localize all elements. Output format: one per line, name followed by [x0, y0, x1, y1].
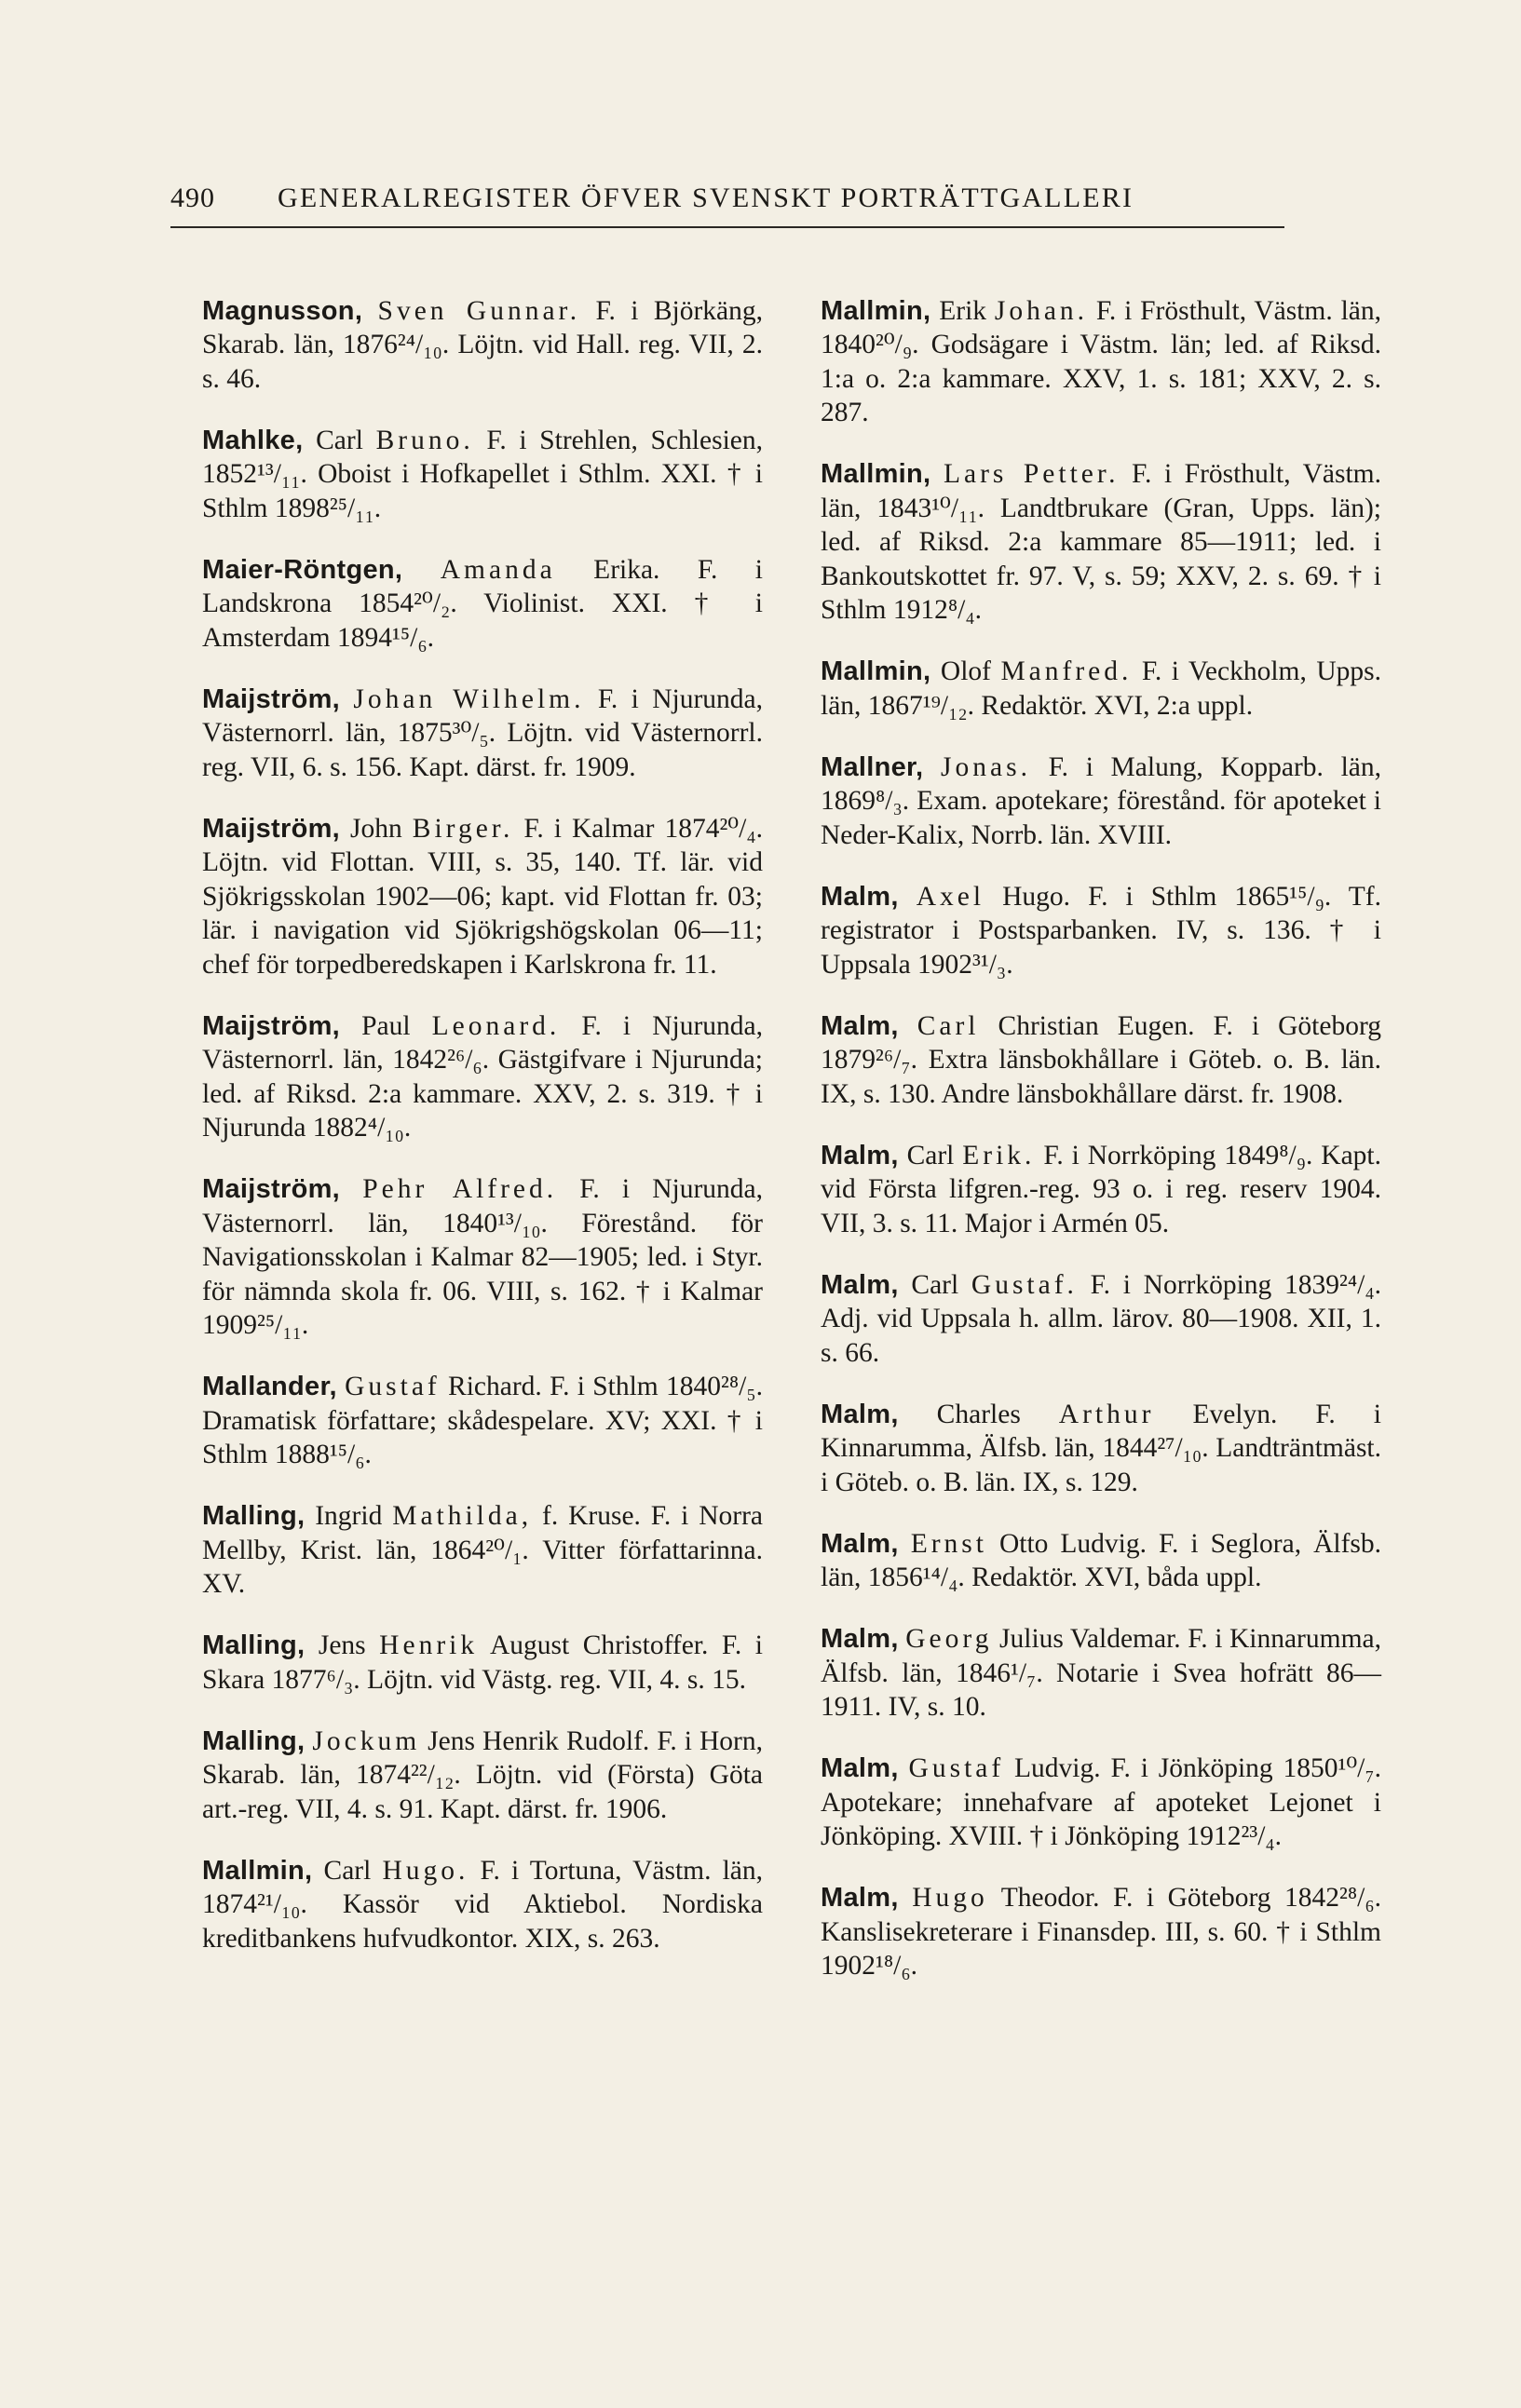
entry-given-name: John [340, 813, 413, 844]
entry-surname: Maijström, [202, 813, 341, 844]
register-entry [202, 1370, 763, 1472]
entry-given-name [340, 684, 353, 714]
register-entry [821, 1398, 1381, 1500]
entry-text: Theodor. F. i Göteborg 1842²⁸/₆. Kanslisekreterare i Finansdep. III, s. 60. † i Sthlm 1902¹⁸/₆. [821, 1883, 1382, 1981]
left-column [202, 266, 763, 1974]
register-entry [202, 1629, 763, 1697]
entry-called-name: Carl [917, 1010, 980, 1041]
entry-text: F. i Frösthult, Västm. län, 1843¹⁰/₁₁. Landtbrukare (Gran, Upps. län); led. af Riksd. 2:a kammare 85—1911; led. i Bankoutskottet fr. 97. V, s. 59; XXV, 2. s. 69. † i Sthlm 1912⁸/₄. [821, 459, 1381, 625]
entry-given-name: Charles [898, 1399, 1059, 1429]
entry-surname: Mallander, [202, 1372, 337, 1401]
entry-surname: Malm, [821, 1269, 899, 1300]
entry-given-name: Olof [930, 656, 1001, 686]
register-entry [202, 1854, 763, 1956]
entry-given-name [402, 555, 440, 585]
register-entry [821, 751, 1381, 853]
entry-text: Evelyn. F. i Kinnarumma, Älfsb. län, 1844²⁷/₁₀. Landträntmäst. i Göteb. o. B. län. IX, s. 129. [821, 1399, 1381, 1497]
entry-called-name: Birger. [412, 813, 514, 844]
entry-text: Christian Eugen. F. i Göteborg 1879²⁶/₇. Extra länsbokhållare i Göteb. o. B. län. IX, s. 130. Andre länsbokhållare därst. fr. 1908. [821, 1010, 1382, 1109]
register-entry [202, 1009, 763, 1145]
entry-called-name: Bruno. [375, 425, 474, 455]
entry-text: f. Kruse. F. i Norra Mellby, Krist. län, 1864²⁰/₁. Vitter författarinna. XV. [202, 1501, 763, 1599]
page-title: GENERALREGISTER ÖFVER SVENSKT PORTRÄTTGALLERI [278, 183, 1134, 213]
entry-surname: Maijström, [202, 1010, 341, 1041]
register-entry [821, 294, 1381, 430]
entry-given-name: Ingrid [305, 1501, 393, 1531]
entry-surname: Malling, [202, 1501, 306, 1531]
entry-called-name: Mathilda, [392, 1501, 533, 1531]
register-entry [202, 1725, 763, 1827]
entry-called-name: Hugo [912, 1883, 988, 1913]
entry-text: Jens Henrik Rudolf. F. i Horn, Skarab. län, 1874²²/₁₂. Löjtn. vid (Första) Göta art.-reg. VII, 4. s. 91. Kapt. därst. fr. 1906. [202, 1725, 763, 1824]
entry-surname: Maier-Röntgen, [202, 554, 403, 585]
page-number: 490 [170, 183, 215, 213]
entry-text: August Christoffer. F. i Skara 1877⁶/₃. Löjtn. vid Västg. reg. VII, 4. s. 15. [202, 1630, 763, 1695]
entry-called-name: Johan. [994, 295, 1089, 326]
entry-surname: Malm, [821, 1399, 899, 1429]
entry-called-name: Leonard. [431, 1010, 561, 1041]
entry-given-name [930, 459, 944, 489]
entry-text: F. i Veckholm, Upps. län, 1867¹⁹/₁₂. Redaktör. XVI, 2:a uppl. [821, 656, 1381, 721]
entry-surname: Malm, [821, 1883, 899, 1913]
register-entry [821, 1139, 1381, 1241]
register-entry [202, 812, 763, 982]
register-entry [821, 1752, 1381, 1854]
entry-surname: Maijström, [202, 1174, 341, 1204]
entry-text: F. i Njurunda, Västernorrl. län, 1842²⁶/₆. Gästgifvare i Njurunda; led. af Riksd. 2:a kammare. XXV, 2. s. 319. † i Njurunda 1882⁴/₁₀. [202, 1010, 763, 1143]
entry-called-name: Gustaf. [971, 1269, 1078, 1300]
register-entry [821, 1881, 1381, 1983]
entry-surname: Malm, [821, 1528, 899, 1559]
entry-surname: Mallmin, [202, 1855, 313, 1886]
entry-surname: Malm, [821, 1010, 899, 1041]
entry-surname: Malm, [821, 1140, 899, 1170]
right-column [821, 266, 1381, 2002]
entry-given-name: Jens [305, 1630, 380, 1660]
register-entry [821, 1009, 1381, 1112]
entry-given-name: Carl [312, 1855, 383, 1886]
running-header [170, 183, 1284, 214]
register-entry [202, 1172, 763, 1343]
entry-given-name [899, 1011, 917, 1041]
entry-surname: Malm, [821, 1624, 899, 1654]
entry-surname: Mallmin, [821, 459, 931, 489]
register-entry [821, 1622, 1381, 1725]
entry-called-name: Arthur [1058, 1399, 1155, 1429]
entry-text: Hugo. F. i Sthlm 1865¹⁵/₉. Tf. registrator i Postsparbanken. IV, s. 136. † i Uppsala 1902³¹/₃. [821, 881, 1382, 980]
entry-surname: Magnusson, [202, 295, 363, 326]
register-entry [821, 880, 1381, 982]
register-entry [821, 1527, 1381, 1595]
entry-text: Erika. F. i Landskrona 1854²⁰/₂. Violinist. XXI. † i Amsterdam 1894¹⁵/₆. [202, 554, 764, 653]
register-entry [202, 553, 763, 656]
entry-given-name: Carl [898, 1269, 971, 1300]
entry-given-name: Paul [340, 1010, 432, 1041]
entry-given-name [899, 882, 917, 912]
entry-text: Julius Valdemar. F. i Kinnarumma, Älfsb. län, 1846¹/₇. Notarie i Svea hofrätt 86—1911. IV, s. 10. [821, 1624, 1381, 1722]
entry-called-name: Amanda [440, 554, 556, 585]
entry-surname: Mallner, [821, 751, 924, 782]
entry-text: F. i Strehlen, Schlesien, 1852¹³/₁₁. Oboist i Hofkapellet i Sthlm. XXI. † i Sthlm 1898²⁵/₁₁. [202, 425, 763, 523]
entry-surname: Maijström, [202, 683, 341, 714]
entry-called-name: Georg [905, 1624, 993, 1654]
entry-called-name: Lars Petter. [943, 459, 1120, 489]
entry-surname: Mahlke, [202, 425, 304, 455]
entry-surname: Malling, [202, 1630, 306, 1660]
entry-surname: Malm, [821, 881, 899, 912]
entry-text: F. i Tortuna, Västm. län, 1874²¹/₁₀. Kassör vid Aktiebol. Nordiska kreditbankens hufvudkontor. XIX, s. 263. [202, 1855, 763, 1954]
entry-given-name: Erik [930, 295, 995, 326]
entry-text: F. i Frösthult, Västm. län, 1840²⁰/₉. Godsägare i Västm. län; led. af Riksd. 1:a o. 2:a kammare. XXV, 1. s. 181; XXV, 2. s. 287. [821, 295, 1381, 427]
register-entry [202, 683, 763, 785]
entry-text: F. i Njurunda, Västernorrl. län, 1875³⁰/₅. Löjtn. vid Västernorrl. reg. VII, 6. s. 156. Kapt. därst. fr. 1909. [202, 683, 763, 782]
entry-given-name [362, 296, 377, 326]
entry-called-name: Jockum [312, 1725, 421, 1756]
entry-given-name: Carl [898, 1140, 963, 1170]
entry-text: Richard. F. i Sthlm 1840²⁸/₅. Dramatisk författare; skådespelare. XV; XXI. † i Sthlm 1888¹⁵/₆. [202, 1372, 763, 1469]
entry-text: F. i Norrköping 1849⁸/₉. Kapt. vid Första lifgren.-reg. 93 o. i reg. reserv 1904. VII, 3. s. 11. Major i Armén 05. [821, 1140, 1382, 1238]
entry-text: F. i Björkäng, Skarab. län, 1876²⁴/₁₀. Löjtn. vid Hall. reg. VII, 2. s. 46. [202, 295, 764, 394]
entry-called-name: Gustaf [345, 1372, 441, 1401]
entry-given-name [923, 752, 941, 782]
entry-called-name: Hugo. [382, 1855, 469, 1886]
header-rule [170, 226, 1284, 228]
entry-called-name: Ernst [910, 1528, 987, 1559]
entry-called-name: Pehr Alfred. [362, 1174, 558, 1204]
entry-text: F. i Malung, Kopparb. län, 1869⁸/₃. Exam. apotekare; förestånd. för apoteket i Neder-Kalix, Norrb. län. XVIII. [821, 751, 1381, 850]
entry-text: Otto Ludvig. F. i Seglora, Älfsb. län, 1856¹⁴/₄. Redaktör. XVI, båda uppl. [821, 1528, 1381, 1592]
register-entry [202, 1499, 763, 1602]
entry-text: F. i Njurunda, Västernorrl. län, 1840¹³/₁₀. Förestånd. för Navigationsskolan i Kalmar 82—1905; led. i Styr. för nämnda skola fr. 06. VIII, s. 162. † i Kalmar 1909²⁵/₁₁. [202, 1174, 764, 1340]
entry-given-name [899, 1529, 911, 1559]
entry-surname: Malm, [821, 1753, 899, 1783]
entry-given-name [337, 1372, 345, 1401]
entry-given-name [899, 1753, 909, 1783]
entry-called-name: Gustaf [908, 1753, 1005, 1783]
entry-called-name: Axel [916, 881, 985, 912]
entry-given-name [340, 1174, 362, 1204]
entry-given-name [899, 1883, 913, 1913]
entry-surname: Mallmin, [821, 295, 931, 326]
entry-given-name: Carl [303, 425, 376, 455]
entry-called-name: Erik. [962, 1140, 1036, 1170]
entry-surname: Malling, [202, 1725, 306, 1756]
register-entry [202, 424, 763, 526]
register-entry [821, 655, 1381, 723]
entry-surname: Mallmin, [821, 656, 931, 686]
entry-called-name: Jonas. [941, 751, 1031, 782]
entry-called-name: Sven Gunnar. [377, 295, 581, 326]
register-entry [821, 457, 1381, 628]
entry-called-name: Johan Wilhelm. [353, 683, 585, 714]
entry-text: Ludvig. F. i Jönköping 1850¹⁰/₇. Apotekare; innehafvare af apoteket Lejonet i Jönköping. XVIII. † i Jönköping 1912²³/₄. [821, 1753, 1381, 1851]
register-entry [202, 294, 763, 397]
register-entry [821, 1268, 1381, 1371]
entry-text: F. i Norrköping 1839²⁴/₄. Adj. vid Uppsala h. allm. lärov. 80—1908. XII, 1. s. 66. [821, 1269, 1381, 1368]
entry-called-name: Henrik [379, 1630, 479, 1660]
entry-text: F. i Kalmar 1874²⁰/₄. Löjtn. vid Flottan. VIII, s. 35, 140. Tf. lär. vid Sjökrigsskolan 1902—06; kapt. vid Flottan fr. 03; lär. i navigation vid Sjökrigshögskolan 06—11; chef för torpedberedskapen i Karlskrona fr. 11. [202, 813, 763, 980]
entry-called-name: Manfred. [1000, 656, 1133, 686]
